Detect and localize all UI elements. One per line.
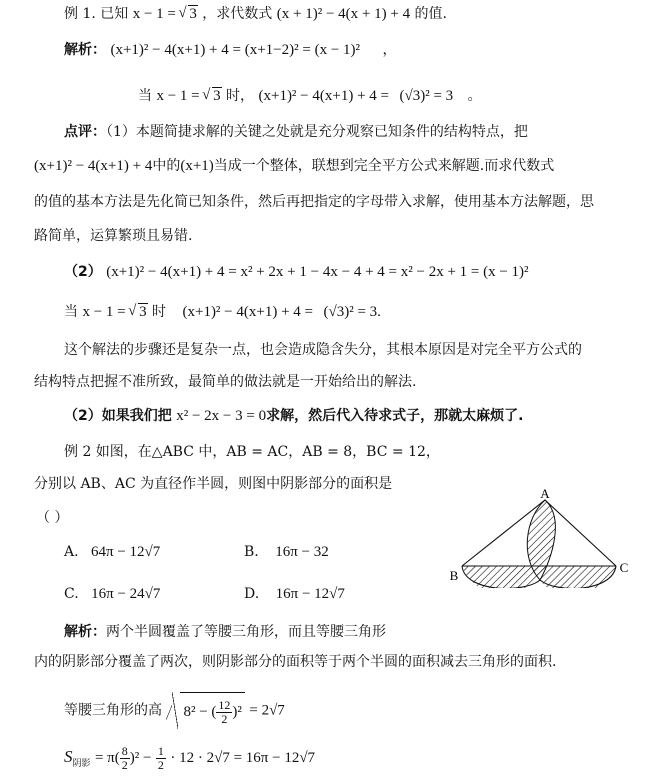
example2-line-2: 分别以 AB、AC 为直径作半圆，则图中阴影部分的面积是 <box>34 476 393 492</box>
triangle-semicircle-figure <box>440 488 640 588</box>
comment-line-2: (x+1)² − 4(x+1) + 4中的(x+1)当成一个整体，联想到完全平方公式来解题.而求代数式 <box>34 158 555 174</box>
comment-line-1: 点评：（1）本题简捷求解的关键之处就是充分观察已知条件的结构特点，把 <box>64 124 528 140</box>
solution1-line: 解析： (x+1)² − 4(x+1) + 4 = (x+1−2)² = (x − 1)² ， <box>64 42 397 58</box>
label-a: A <box>540 488 550 501</box>
area-formula: $S_{阴影} = \pi$( $\frac{8}{2}$ )² − $\frac{1}{2}$ · 12 · 2√7 = 16π − 12√7 <box>64 743 316 772</box>
option-a: A. 64π − 12√7 <box>64 544 161 560</box>
comment-line-3: 的值的基本方法是先化简已知条件，然后再把指定的字母带入求解，使用基本方法解题，思 <box>34 194 594 210</box>
example1-ask: ，求代数式 <box>202 6 273 22</box>
label-b: B <box>449 568 459 583</box>
solution1-expression: (x+1)² − 4(x+1) + 4 = (x+1−2)² = (x − 1)² <box>110 42 361 58</box>
solution2-line-1: 解析：两个半圆覆盖了等腰三角形，而且等腰三角形 <box>64 624 386 640</box>
option-d: D. 16π − 12√7 <box>244 586 345 602</box>
example1-tail: 的值. <box>414 6 447 22</box>
when2-line: 当 x − 1 = √ 3 时 (x+1)² − 4(x+1) + 4 = (√3)² = 3. <box>64 302 381 322</box>
label-c: C <box>619 560 629 575</box>
answer-paren: （ ） <box>36 510 69 526</box>
height-formula: 等腰三角形的高 8² − ( $\frac{12}{2}$ )² = 2√7 <box>64 692 285 729</box>
note-line-1: 这个解法的步骤还是复杂一点，也会造成隐含失分，其根本原因是对完全平方公式的 <box>64 342 582 358</box>
sqrt-3: √ 3 <box>204 86 222 106</box>
example1-expression: (x + 1)² − 4(x + 1) + 4 <box>276 6 411 22</box>
when1-value: (√3)² = 3 <box>399 88 454 104</box>
example1-condition: x − 1 = <box>132 6 176 22</box>
example1-line <box>64 4 447 24</box>
when1-line: 当 x − 1 = √ 3 时， (x+1)² − 4(x+1) + 4 = (√3)² = 3 。 <box>138 86 482 106</box>
option-c: C. 16π − 24√7 <box>64 586 161 602</box>
sqrt-3: √ 3 <box>130 302 148 322</box>
comment-label: 点评： <box>64 124 106 140</box>
sqrt-3: √ 3 <box>180 4 198 24</box>
solution-label: 解析： <box>64 42 106 58</box>
part2-line: （2） (x+1)² − 4(x+1) + 4 = x² + 2x + 1 − 4x − 4 + 4 = x² − 2x + 1 = (x − 1)² <box>64 264 529 280</box>
example1-label: 例 1. 已知 <box>64 6 129 22</box>
solution-label: 解析： <box>64 624 106 640</box>
example2-line-1: 例 2 如图，在△ABC 中，AB = AC，AB = 8，BC = 12， <box>64 444 440 460</box>
part2-expression: (x+1)² − 4(x+1) + 4 = x² + 2x + 1 − 4x − 4 + 4 = x² − 2x + 1 = (x − 1)² <box>106 264 529 280</box>
comment-line-4: 路简单，运算繁琐且易错. <box>34 228 193 244</box>
solution2-line-2: 内的阴影部分覆盖了两次，则阴影部分的面积等于两个半圆的面积减去三角形的面积. <box>34 654 557 670</box>
part2b-line: （2）如果我们把 x² − 2x − 3 = 0求解，然后代入待求式子，那就太麻烦了. <box>64 408 524 424</box>
height-sqrt: 8² − ( $\frac{12}{2}$ )² <box>166 692 244 729</box>
note-line-2: 结构特点把握不准所致，最简单的做法就是一开始给出的解法. <box>34 374 417 390</box>
option-b: B. 16π − 32 <box>244 544 329 560</box>
